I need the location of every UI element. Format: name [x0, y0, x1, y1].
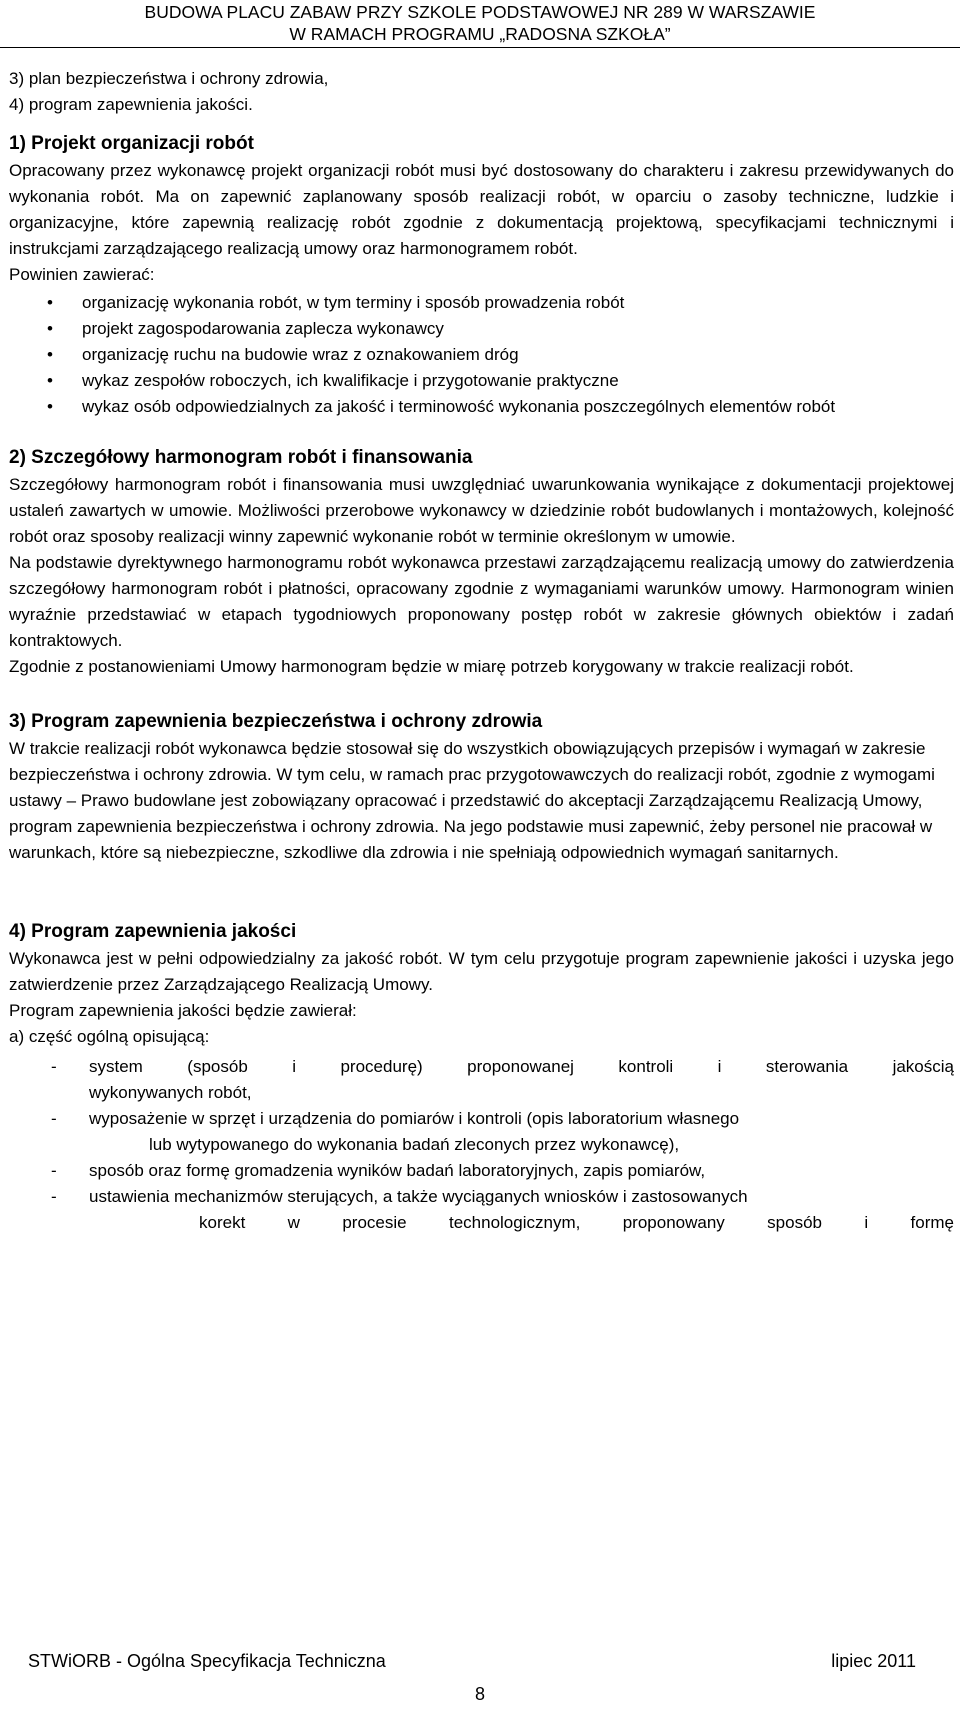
section-4-heading: 4) Program zapewnienia jakości	[9, 921, 297, 942]
dash-item	[9, 1158, 954, 1184]
bullet-item: • wykaz osób odpowiedzialnych za jakość i terminowość wykonania poszczególnych elementów robót	[9, 394, 954, 420]
section-4-dash-list	[9, 1054, 954, 1236]
header-divider	[0, 47, 960, 48]
bullet-item: • organizację ruchu na budowie wraz z oznakowaniem dróg	[9, 342, 954, 368]
intro-list-item: 3) plan bezpieczeństwa i ochrony zdrowia,	[9, 69, 329, 88]
footer-date: lipiec 2011	[831, 1651, 916, 1671]
section-3-heading: 3) Program zapewnienia bezpieczeństwa i ochrony zdrowia	[9, 711, 543, 732]
section-2-paragraph-1: Szczegółowy harmonogram robót i finansowania musi uwzględniać uwarunkowania wynikające z dokumentacji projektowej ustaleń zawartych w umowie. Możliwości przerobowe wykonawcy w dziedzinie robót budowlanych i montażowych, kolejność robót oraz sposoby realizacji winny zapewnić wykonanie robót w terminie określonym w umowie.	[9, 475, 954, 546]
intro-list-item: 4) program zapewnienia jakości.	[9, 95, 253, 114]
section-3-paragraph: W trakcie realizacji robót wykonawca będzie stosował się do wszystkich obowiązujących przepisów i wymagań w zakresie bezpieczeństwa i ochrony zdrowia. W tym celu, w ramach prac przygotowawczych do realizacji robót, zgodnie z wymogami ustawy – Prawo budowlane jest zobowiązany opracować i przedstawić do akceptacji Zarządzającemu Realizacją Umowy, program zapewnienia bezpieczeństwa i ochrony zdrowia. Na jego podstawie musi zapewnić, żeby personel nie pracował w warunkach, które są niebezpieczne, szkodliwe dla zdrowia i nie spełniają odpowiednich wymagań sanitarnych.	[9, 739, 935, 862]
section-2-paragraph-3: Zgodnie z postanowieniami Umowy harmonogram będzie w miarę potrzeb korygowany w trakcie realizacji robót.	[9, 657, 854, 676]
section-2-heading: 2) Szczegółowy harmonogram robót i finansowania	[9, 447, 473, 468]
bullet-item: • organizację wykonania robót, w tym terminy i sposób prowadzenia robót	[9, 290, 954, 316]
section-1-paragraph: Opracowany przez wykonawcę projekt organizacji robót musi być dostosowany do charakteru i zakresu przewidywanych do wykonania robót. Ma on zapewnić zaplanowany sposób realizacji robót, w oparciu o zasoby techniczne, ludzkie i organizacyjne, które zapewnią realizację robót zgodnie z dokumentacją projektową, specyfikacjami technicznymi i instrukcjami zarządzającego realizacją umowy oraz harmonogramem robót.	[9, 161, 954, 258]
footer-document-title: STWiORB - Ogólna Specyfikacja Techniczna	[28, 1651, 386, 1671]
dash-item-main: - wyposażenie w sprzęt i urządzenia do pomiarów i kontroli (opis laboratorium własnego	[89, 1109, 740, 1128]
page-number: 8	[474, 1684, 485, 1704]
dash-item	[9, 1054, 954, 1106]
header-line-2: W RAMACH PROGRAMU „RADOSNA SZKOŁA”	[289, 24, 671, 44]
section-1-bullet-list	[9, 290, 954, 420]
bullet-item: • projekt zagospodarowania zaplecza wykonawcy	[9, 316, 954, 342]
section-4-sub-a: a) część ogólną opisującą:	[9, 1027, 210, 1046]
section-4-paragraph-1: Wykonawca jest w pełni odpowiedzialny za jakość robót. W tym celu przygotuje program zapewnienie jakości i uzyska jego zatwierdzenie przez Zarządzającego Realizacją Umowy.	[9, 949, 954, 994]
header-line-1: BUDOWA PLACU ZABAW PRZY SZKOLE PODSTAWOWEJ NR 289 W WARSZAWIE	[144, 2, 816, 22]
dash-item-continuation: korekt w procesie technologicznym, proponowany sposób i formę	[199, 1213, 954, 1232]
document-body	[9, 66, 954, 1236]
section-1-heading: 1) Projekt organizacji robót	[9, 133, 254, 154]
dash-item-main: - sposób oraz formę gromadzenia wyników badań laboratoryjnych, zapis pomiarów,	[89, 1161, 706, 1180]
section-1-should-contain: Powinien zawierać:	[9, 265, 155, 284]
section-2-paragraph-2: Na podstawie dyrektywnego harmonogramu robót wykonawca przestawi zarządzającemu realizacją umowy do zatwierdzenia szczegółowy harmonogram robót i płatności, opracowany zgodnie z wymaganiami warunków umowy. Harmonogram winien wyraźnie przedstawiać w etapach tygodniowych proponowany postęp robót w zakresie głównych obiektów i zadań kontraktowych.	[9, 553, 954, 650]
bullet-item: • wykaz zespołów roboczych, ich kwalifikacje i przygotowanie praktyczne	[9, 368, 954, 394]
dash-item-main: - system (sposób i procedurę) proponowanej kontroli i sterowania jakością	[89, 1057, 954, 1076]
dash-item-continuation: lub wytypowanego do wykonania badań zleconych przez wykonawcę),	[149, 1135, 680, 1154]
dash-item	[9, 1106, 954, 1158]
dash-item	[9, 1184, 954, 1236]
dash-item-main: - ustawienia mechanizmów sterujących, a także wyciąganych wniosków i zastosowanych	[89, 1187, 748, 1206]
section-4-paragraph-2: Program zapewnienia jakości będzie zawierał:	[9, 1001, 357, 1020]
dash-item-continuation: wykonywanych robót,	[89, 1083, 252, 1102]
